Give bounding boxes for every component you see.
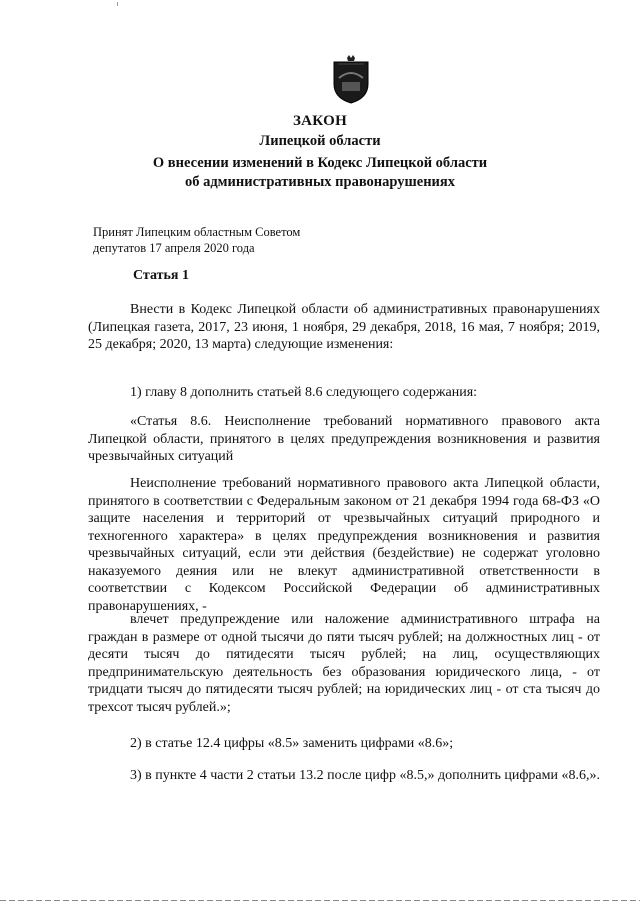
document-subtitle-line-2: об административных правонарушениях <box>184 174 456 190</box>
amendment-item-1: 1) главу 8 дополнить статьей 8.6 следующего содержания: <box>130 385 478 400</box>
new-article-penalty: влечет предупреждение или наложение административного штрафа на граждан в размере от одной тысячи до пяти тысяч рублей; на должностных лиц - от десяти тысяч до пятидесяти тысяч рублей; на лиц, осуществляющих предпринимательскую деятельность без образования юридического лица, - от тридцати тысяч до пятидесяти тысяч рублей; на юридических лиц - от ста тысяч до трехсот тысяч рублей.»; <box>88 612 600 715</box>
amendment-item-3: 3) в пункте 4 части 2 статьи 13.2 после цифр «8.5,» дополнить цифрами «8.6,». <box>130 768 600 783</box>
new-article-body: Неисполнение требований нормативного правового акта Липецкой области, принятого в соответствии с Федеральным законом от 21 декабря 1994 года 68-ФЗ «О защите населения и территорий от чрезвычайных ситуаций природного и техногенного характера» в целях предупреждения возникновения и развития чрезвычайных ситуаций, если эти действия (бездействие) не содержат уголовно наказуемого деяния или не влекут административной ответственности в соответствии с Кодексом Российской Федерации об административных правонарушениях, - <box>88 476 600 614</box>
document-title: ЗАКОН <box>292 113 348 129</box>
scan-artifact <box>117 2 118 6</box>
coat-of-arms-emblem <box>330 54 372 104</box>
page-bottom-edge <box>0 900 640 901</box>
adoption-note <box>93 224 300 256</box>
document-region: Липецкой области <box>259 133 381 149</box>
amendment-item-2: 2) в статье 12.4 цифры «8.5» заменить цифрами «8.6»; <box>130 736 454 751</box>
adoption-note-line-2: депутатов 17 апреля 2020 года <box>93 241 255 255</box>
new-article-title: «Статья 8.6. Неисполнение требований нормативного правового акта Липецкой области, принятого в целях предупреждения возникновения и развития чрезвычайных ситуаций <box>88 414 600 464</box>
document-subtitle-line-1: О внесении изменений в Кодекс Липецкой области <box>152 155 488 171</box>
article-heading: Статья 1 <box>133 268 189 283</box>
adoption-note-line-1: Принят Липецким областным Советом <box>93 225 301 239</box>
intro-paragraph: Внести в Кодекс Липецкой области об административных правонарушениях (Липецкая газета, 2017, 23 июня, 1 ноября, 29 декабря, 2018, 16 мая, 7 ноября; 2019, 25 декабря; 2020, 13 марта) следующие изменения: <box>88 302 600 352</box>
